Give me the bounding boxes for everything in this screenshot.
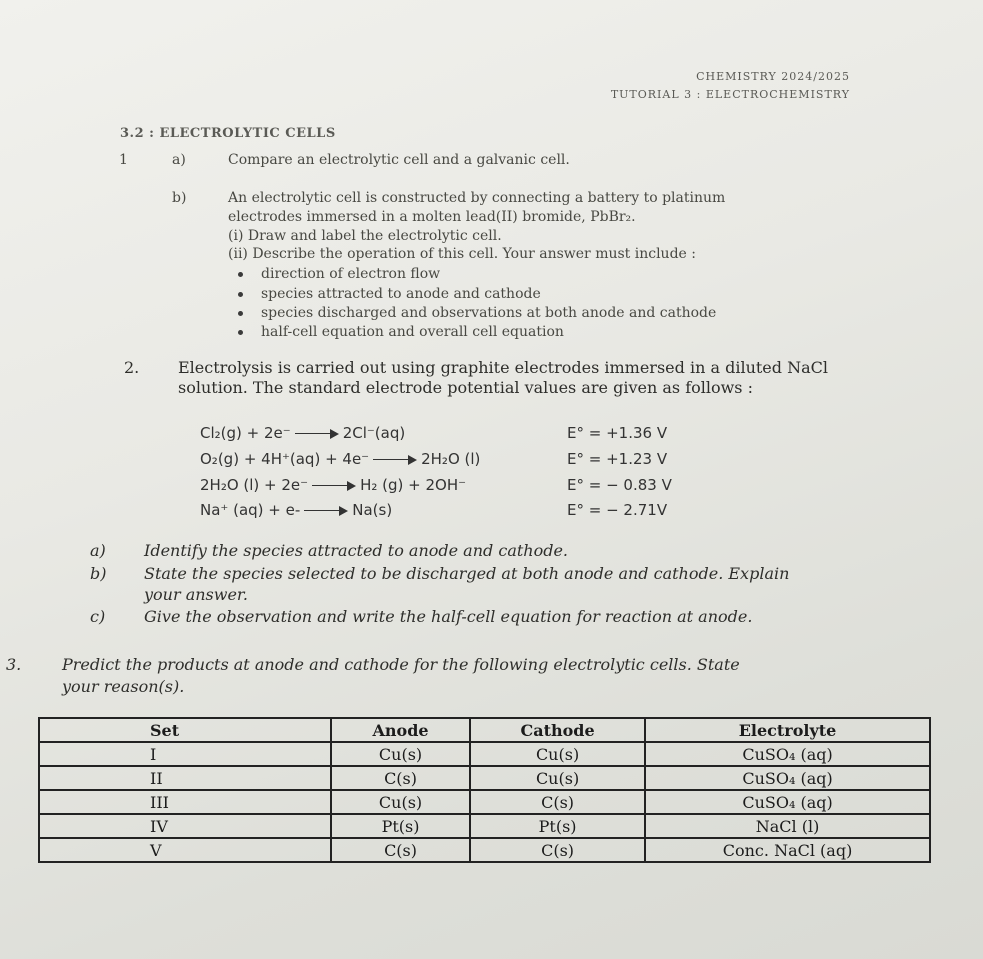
course-header: CHEMISTRY 2024/2025: [696, 70, 850, 83]
table-row: [39, 766, 930, 790]
q2-part-label: c): [90, 607, 106, 626]
table-cell: Conc. NaCl (aq): [645, 838, 930, 862]
table-cell: Cu(s): [331, 742, 470, 766]
section-title: 3.2 : ELECTROLYTIC CELLS: [120, 126, 336, 141]
equation-row: Cl₂(g) + 2e⁻ 2Cl⁻(aq): [200, 424, 406, 442]
equation-potential: E° = − 0.83 V: [567, 476, 672, 494]
table-cell: C(s): [331, 766, 470, 790]
table-cell: CuSO₄ (aq): [645, 766, 930, 790]
q1-b-i: (i) Draw and label the electrolytic cell.: [228, 228, 502, 244]
q1-b-label: b): [172, 190, 187, 206]
q2-part-text: Identify the species attracted to anode and cathode.: [144, 541, 569, 560]
table-cell: C(s): [331, 838, 470, 862]
table-cell: I: [39, 742, 331, 766]
equation-potential: E° = − 2.71V: [567, 501, 668, 519]
reaction-arrow-icon: [373, 455, 417, 465]
bullet-icon: [238, 330, 243, 335]
table-cell: NaCl (l): [645, 814, 930, 838]
table-header-cell: Cathode: [470, 718, 645, 742]
q1-bullet-item: half-cell equation and overall cell equation: [238, 324, 564, 340]
q1-a-label: a): [172, 152, 186, 168]
q3-number: 3.: [6, 655, 22, 674]
table-header-cell: Electrolyte: [645, 718, 930, 742]
table-cell: CuSO₄ (aq): [645, 742, 930, 766]
q2-part-text: State the species selected to be discharged at both anode and cathode. Explain: [144, 564, 790, 583]
table-header-cell: Anode: [331, 718, 470, 742]
q3-line1: Predict the products at anode and cathode for the following electrolytic cells. State: [62, 655, 740, 674]
table-row: [39, 838, 930, 862]
equation-row: Na⁺ (aq) + e- Na(s): [200, 501, 393, 519]
q1-bullet-item: direction of electron flow: [238, 266, 440, 282]
equation-potential: E° = +1.23 V: [567, 450, 668, 468]
table-row: [39, 742, 930, 766]
q2-intro-line2: solution. The standard electrode potential values are given as follows :: [178, 378, 753, 397]
table-header-cell: Set: [39, 718, 331, 742]
q1-b-line2: electrodes immersed in a molten lead(II) bromide, PbBr₂.: [228, 209, 636, 225]
q2-part-text: Give the observation and write the half-cell equation for reaction at anode.: [144, 607, 753, 626]
table-cell: C(s): [470, 790, 645, 814]
q3-line2: your reason(s).: [62, 677, 185, 696]
q1-b-ii: (ii) Describe the operation of this cell. Your answer must include :: [228, 246, 696, 262]
table-row: [39, 814, 930, 838]
q2-intro-line1: Electrolysis is carried out using graphite electrodes immersed in a diluted NaCl: [178, 358, 828, 377]
reaction-arrow-icon: [312, 481, 356, 491]
q1-number: 1: [119, 152, 128, 168]
table-cell: C(s): [470, 838, 645, 862]
table-cell: Cu(s): [470, 742, 645, 766]
q1-b-line1: An electrolytic cell is constructed by connecting a battery to platinum: [228, 190, 726, 206]
tutorial-header: TUTORIAL 3 : ELECTROCHEMISTRY: [610, 88, 850, 101]
equation-potential: E° = +1.36 V: [567, 424, 668, 442]
table-row: [39, 790, 930, 814]
q1-bullet-item: species attracted to anode and cathode: [238, 286, 541, 302]
electrolytic-cells-table: [38, 717, 931, 863]
table-cell: III: [39, 790, 331, 814]
reaction-arrow-icon: [295, 429, 339, 439]
reaction-arrow-icon: [304, 506, 348, 516]
bullet-icon: [238, 311, 243, 316]
table-cell: Cu(s): [331, 790, 470, 814]
q2-number: 2.: [124, 358, 140, 377]
table-cell: V: [39, 838, 331, 862]
equation-row: 2H₂O (l) + 2e⁻ H₂ (g) + 2OH⁻: [200, 476, 467, 494]
table-cell: Pt(s): [331, 814, 470, 838]
bullet-icon: [238, 292, 243, 297]
q2-part-text: your answer.: [144, 585, 248, 604]
table-cell: IV: [39, 814, 331, 838]
q1-bullet-item: species discharged and observations at both anode and cathode: [238, 305, 716, 321]
q2-part-label: b): [90, 564, 107, 583]
q1-a-text: Compare an electrolytic cell and a galvanic cell.: [228, 152, 570, 168]
table-cell: CuSO₄ (aq): [645, 790, 930, 814]
q2-part-label: a): [90, 541, 106, 560]
table-cell: Pt(s): [470, 814, 645, 838]
table-header-row: [39, 718, 930, 742]
bullet-icon: [238, 272, 243, 277]
table-cell: Cu(s): [470, 766, 645, 790]
table-cell: II: [39, 766, 331, 790]
equation-row: O₂(g) + 4H⁺(aq) + 4e⁻ 2H₂O (l): [200, 450, 481, 468]
